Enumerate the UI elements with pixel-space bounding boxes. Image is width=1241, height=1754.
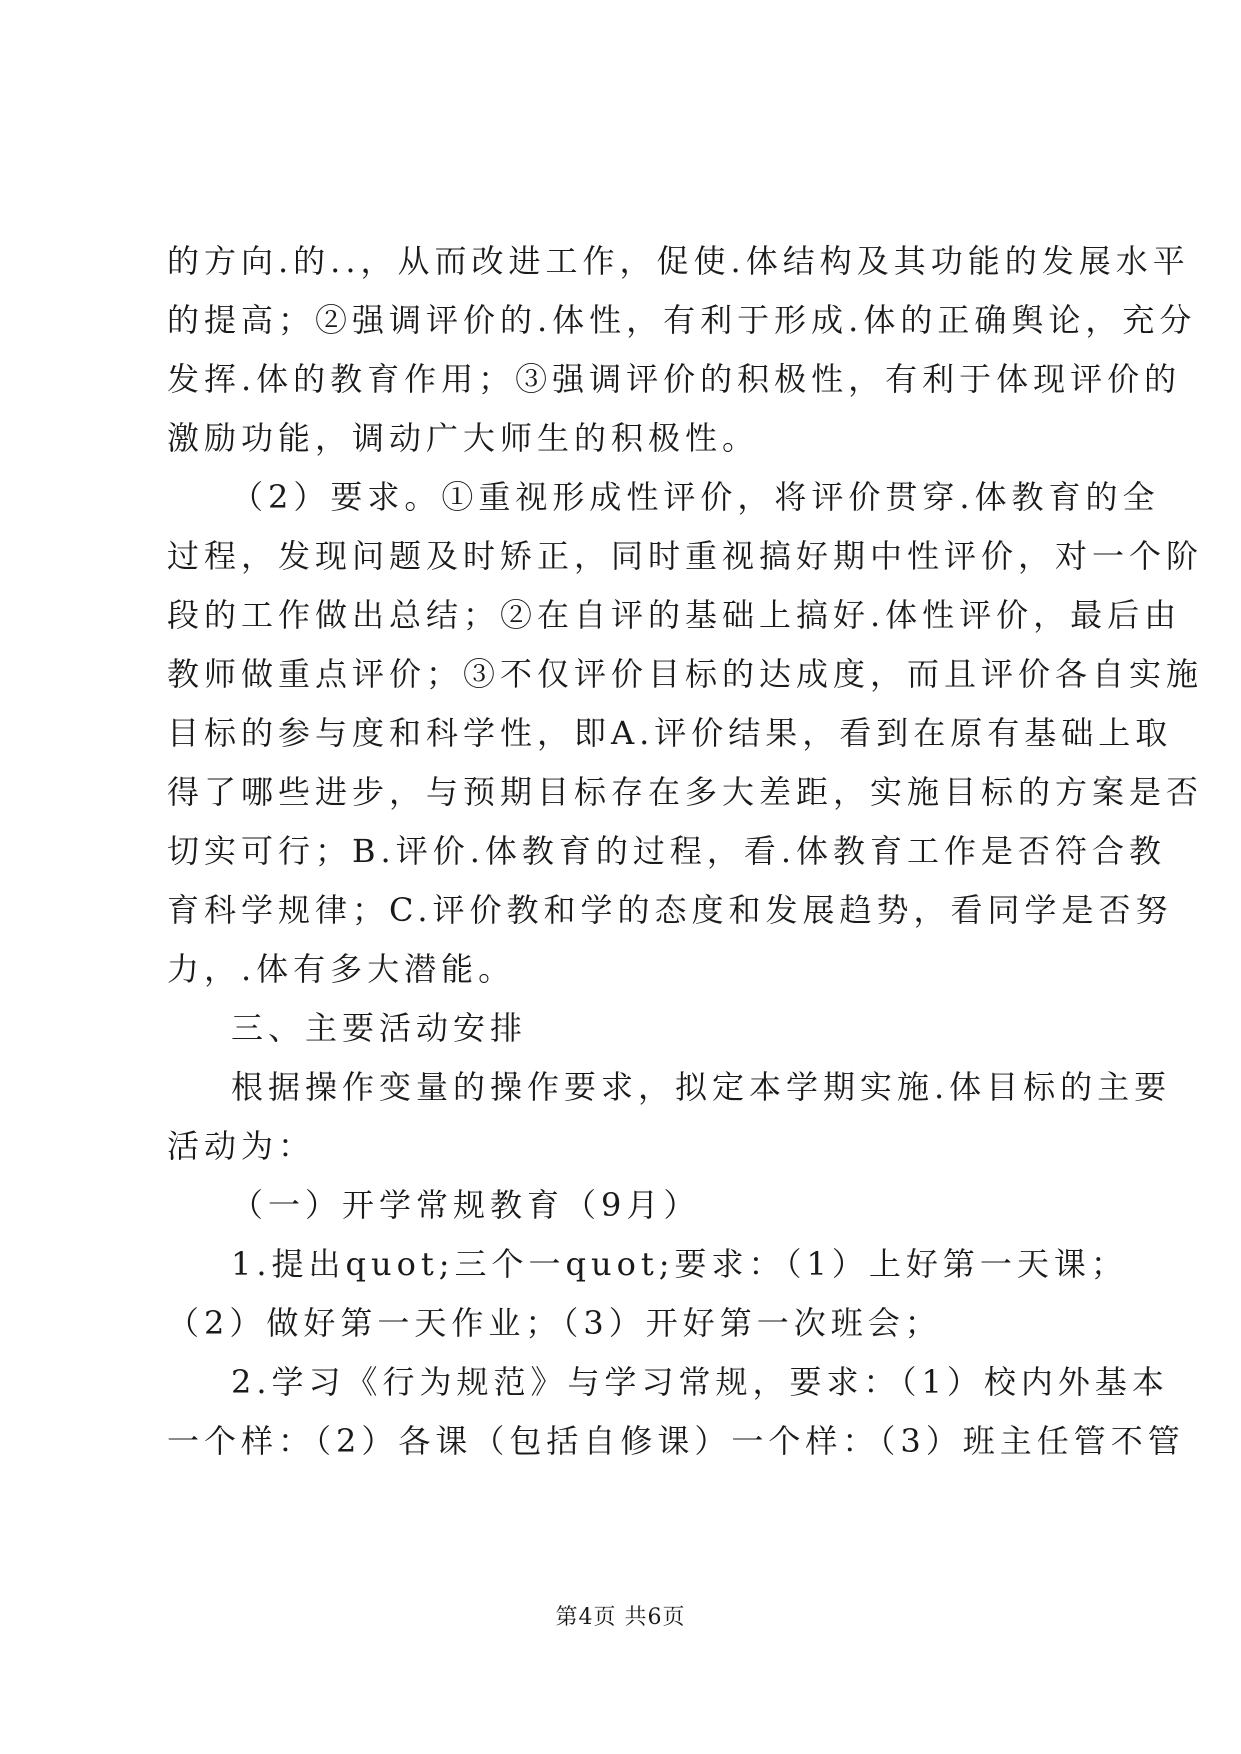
body-text (167, 232, 1204, 1471)
paragraph-line: 的提高；②强调评价的.体性，有利于形成.体的正确舆论，充分 (167, 301, 1197, 339)
paragraph-line: 目标的参与度和科学性，即A.评价结果，看到在原有基础上取 (167, 714, 1173, 752)
paragraph-line: 力，.体有多大潜能。 (167, 950, 516, 988)
paragraph-line: 段的工作做出总结；②在自评的基础上搞好.体性评价，最后由 (167, 596, 1182, 634)
paragraph-line: （2）要求。①重视形成性评价，将评价贯穿.体教育的全 (231, 478, 1160, 516)
subsection-heading: （一）开学常规教育（9月） (231, 1186, 701, 1224)
paragraph-line: 的方向.的..，从而改进工作，促使.体结构及其功能的发展水平 (167, 242, 1190, 280)
paragraph-line: 激励功能，调动广大师生的积极性。 (167, 419, 760, 457)
page-number-footer: 第4页 共6页 (555, 1605, 686, 1630)
paragraph-line: 根据操作变量的操作要求，拟定本学期实施.体目标的主要 (231, 1068, 1172, 1106)
list-item-line: 2.学习《行为规范》与学习常规，要求：（1）校内外基本 (231, 1363, 1169, 1401)
list-item-line: 一个样：（2）各课（包括自修课）一个样：（3）班主任管不管 (167, 1422, 1185, 1460)
list-item-line: 1.提出quot;三个一quot;要求：（1）上好第一天课； (231, 1245, 1128, 1283)
paragraph-line: 教师做重点评价；③不仅评价目标的达成度，而且评价各自实施 (167, 655, 1204, 693)
paragraph-line: 育科学规律；C.评价教和学的态度和发展趋势，看同学是否努 (167, 891, 1173, 929)
section-heading: 三、主要活动安排 (231, 1009, 528, 1047)
paragraph-line: 过程，发现问题及时矫正，同时重视搞好期中性评价，对一个阶 (167, 537, 1204, 575)
paragraph-line: 活动为： (167, 1127, 316, 1165)
paragraph-line: 切实可行；B.评价.体教育的过程，看.体教育工作是否符合教 (167, 832, 1167, 870)
list-item-line: （2）做好第一天作业；（3）开好第一次班会； (167, 1304, 942, 1342)
paragraph-line: 得了哪些进步，与预期目标存在多大差距，实施目标的方案是否 (167, 773, 1204, 811)
paragraph-line: 发挥.体的教育作用；③强调评价的积极性，有利于体现评价的 (167, 360, 1182, 398)
